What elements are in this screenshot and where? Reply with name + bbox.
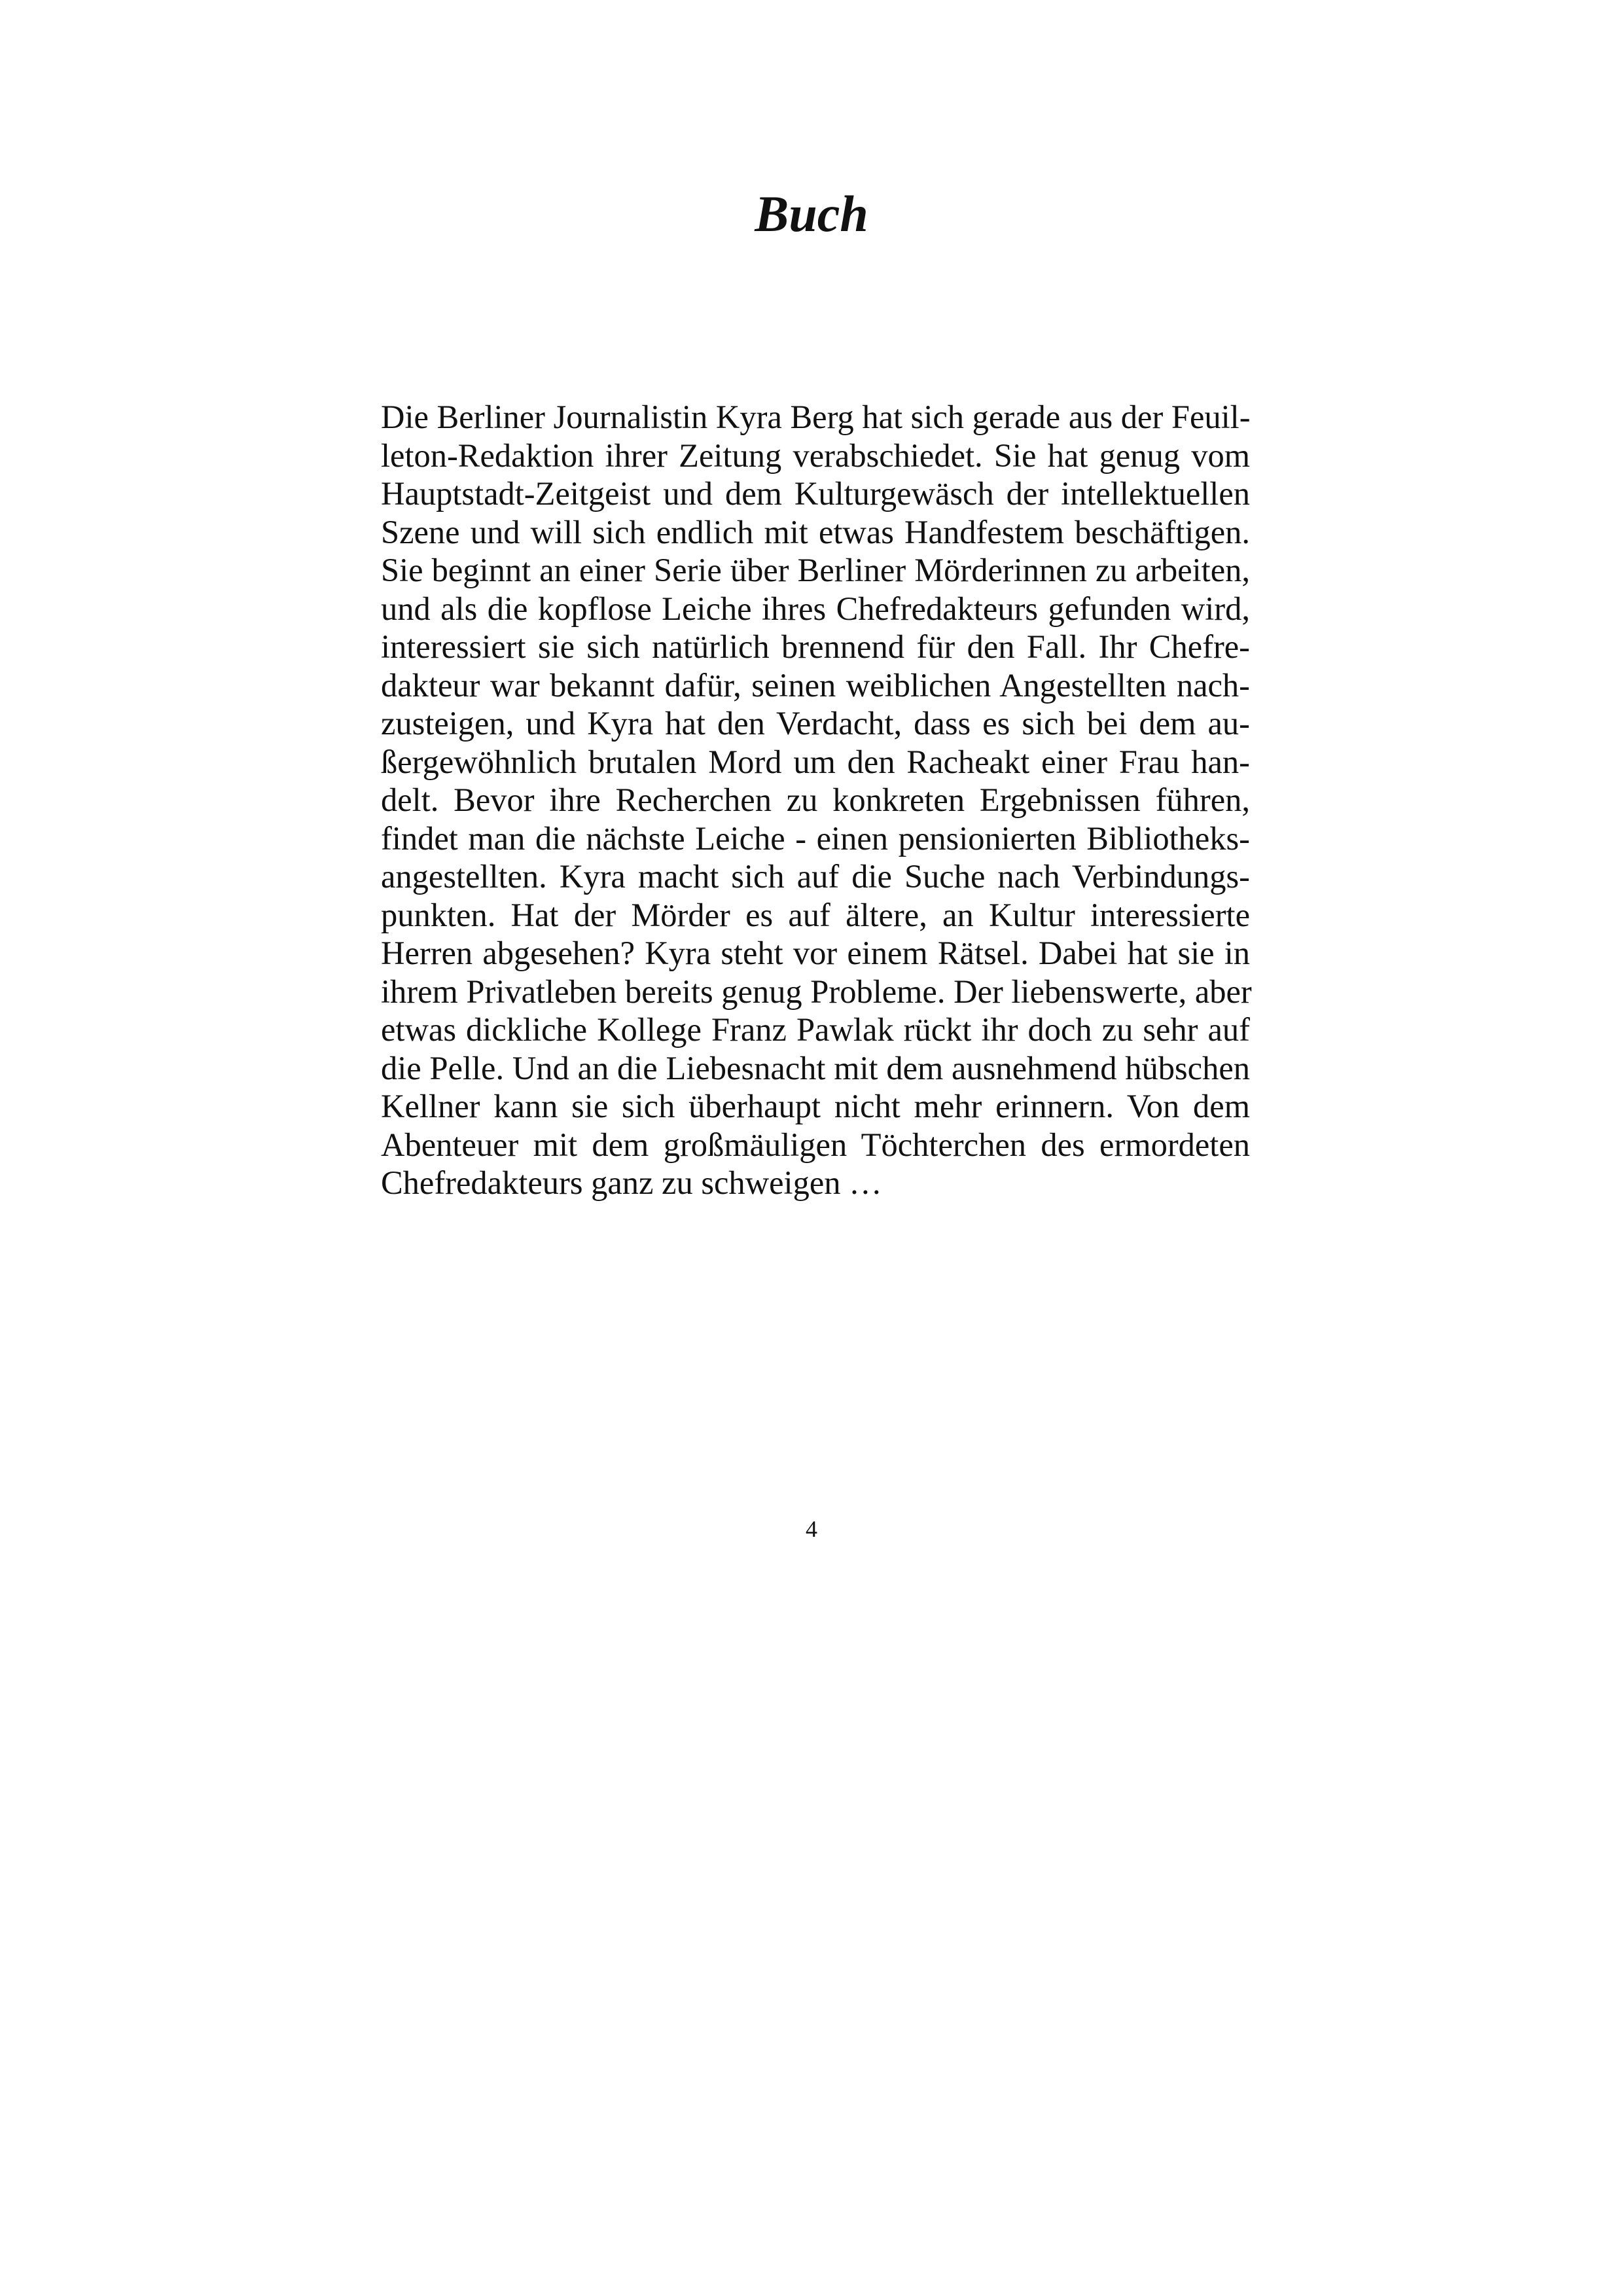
blurb-line: die Pelle. Und an die Liebesnacht mit dem ausnehmend hübschen [381, 1049, 1250, 1086]
blurb-line: angestellten. Kyra macht sich auf die Suche nach Verbindungs- [381, 858, 1250, 895]
blurb-line: ihrem Privatleben bereits genug Probleme. Der liebenswerte, aber [381, 973, 1252, 1010]
blurb-line: Szene und will sich endlich mit etwas Handfestem beschäftigen. [381, 513, 1250, 550]
blurb-line: ßergewöhnlich brutalen Mord um den Racheakt einer Frau han- [381, 743, 1250, 780]
page-number: 4 [806, 1516, 817, 1542]
blurb-line: dakteur war bekannt dafür, seinen weiblichen Angestellten nach- [381, 666, 1250, 704]
blurb-line: Hauptstadt-Zeitgeist und dem Kulturgewäsch der intellektuellen [381, 475, 1250, 512]
blurb-line: leton-Redaktion ihrer Zeitung verabschiedet. Sie hat genug vom [381, 437, 1250, 474]
blurb-line: Sie beginnt an einer Serie über Berliner Mörderinnen zu arbeiten, [381, 552, 1250, 588]
blurb-line: Herren abgesehen? Kyra steht vor einem Rätsel. Dabei hat sie in [381, 935, 1250, 971]
blurb-line: Kellner kann sie sich überhaupt nicht mehr erinnern. Von dem [381, 1088, 1250, 1124]
blurb-line: zusteigen, und Kyra hat den Verdacht, dass es sich bei dem au- [381, 705, 1250, 742]
blurb-line: und als die kopflose Leiche ihres Chefredakteurs gefunden wird, [381, 590, 1250, 627]
page-title: Buch [755, 185, 868, 242]
blurb-line: punkten. Hat der Mörder es auf ältere, an Kultur interessierte [381, 896, 1250, 933]
blurb-line: Abenteuer mit dem großmäuligen Töchterchen des ermordeten [381, 1126, 1250, 1163]
blurb-line: Die Berliner Journalistin Kyra Berg hat sich gerade aus der Feuil- [381, 399, 1251, 435]
blurb-line: findet man die nächste Leiche - einen pensionierten Bibliotheks- [381, 819, 1250, 857]
blurb-line: interessiert sie sich natürlich brennend für den Fall. Ihr Chefre- [381, 628, 1250, 665]
blurb-line: Chefredakteurs ganz zu schweigen … [381, 1164, 882, 1201]
book-blurb [381, 398, 1250, 1202]
blurb-line: delt. Bevor ihre Recherchen zu konkreten Ergebnissen führen, [381, 781, 1250, 818]
blurb-line: etwas dickliche Kollege Franz Pawlak rückt ihr doch zu sehr auf [381, 1011, 1250, 1048]
